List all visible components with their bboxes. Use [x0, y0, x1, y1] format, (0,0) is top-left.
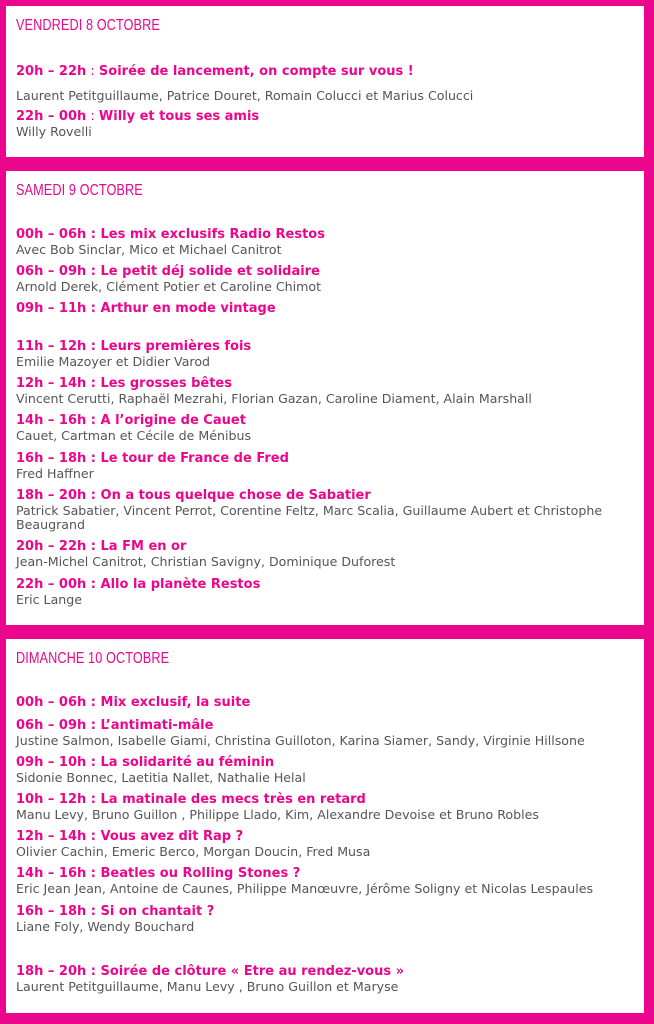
program-time: 06h – 09h: [16, 264, 87, 279]
program-heading: [16, 904, 640, 920]
program-hosts: Sidonie Bonnec, Laetitia Nallet, Nathalie Helal: [16, 770, 306, 785]
program-hosts: Arnold Derek, Clément Potier et Caroline Chimot: [16, 279, 322, 294]
program-heading: [16, 718, 640, 734]
program-title: Le petit déj solide et solidaire: [100, 264, 320, 279]
program-hosts: Olivier Cachin, Emeric Berco, Morgan Doucin, Fred Musa: [16, 844, 371, 859]
separator: :: [86, 339, 101, 354]
program-title: L’antimati-mâle: [100, 718, 214, 733]
separator: :: [86, 866, 101, 881]
program-item: [16, 829, 640, 859]
program-item: [16, 718, 640, 748]
day-card-saturday: [6, 171, 644, 625]
program-time: 20h – 22h: [16, 539, 87, 554]
program-hosts: Eric Jean Jean, Antoine de Caunes, Philippe Manœuvre, Jérôme Soligny et Nicolas Lespaules: [16, 881, 594, 896]
program-item: [16, 755, 640, 785]
program-time: 09h – 11h: [16, 301, 87, 316]
program-heading: [16, 539, 640, 555]
program-heading: [16, 64, 640, 80]
separator: :: [86, 577, 101, 592]
program-title: Beatles ou Rolling Stones ?: [100, 866, 301, 881]
program-title: Soirée de clôture « Etre au rendez-vous »: [100, 964, 405, 979]
separator: :: [86, 488, 101, 503]
day-title: DIMANCHE 10 OCTOBRE: [16, 650, 170, 667]
program-time: 18h – 20h: [16, 964, 87, 979]
program-time: 10h – 12h: [16, 792, 87, 807]
program-hosts: Vincent Cerutti, Raphaël Mezrahi, Florian Gazan, Caroline Diament, Alain Marshall: [16, 391, 532, 406]
program-hosts: Manu Levy, Bruno Guillon , Philippe Llado, Kim, Alexandre Devoise et Bruno Robles: [16, 807, 539, 822]
program-title: Willy et tous ses amis: [98, 109, 260, 124]
program-title: Le tour de France de Fred: [100, 451, 289, 466]
program-hosts: Jean-Michel Canitrot, Christian Savigny, Dominique Duforest: [16, 554, 396, 569]
separator: :: [86, 109, 99, 124]
program-time: 00h – 06h: [16, 695, 87, 710]
program-time: 11h – 12h: [16, 339, 87, 354]
program-heading: [16, 577, 640, 593]
program-item: [16, 964, 640, 994]
program-title: On a tous quelque chose de Sabatier: [100, 488, 371, 503]
separator: :: [86, 904, 101, 919]
program-item: [16, 539, 640, 569]
program-heading: [16, 339, 640, 355]
program-item: [16, 64, 640, 103]
program-hosts: Avec Bob Sinclar, Mico et Michael Canitrot: [16, 242, 282, 257]
program-item: [16, 376, 640, 406]
program-time: 12h – 14h: [16, 829, 87, 844]
program-title: La solidarité au féminin: [100, 755, 275, 770]
day-card-sunday: [6, 639, 644, 1013]
program-item: [16, 792, 640, 822]
program-title: Allo la planète Restos: [100, 577, 261, 592]
program-time: 20h – 22h: [16, 64, 87, 79]
program-time: 14h – 16h: [16, 866, 87, 881]
program-item: [16, 488, 640, 532]
program-title: Soirée de lancement, on compte sur vous !: [98, 64, 414, 79]
program-title: La matinale des mecs très en retard: [100, 792, 366, 807]
separator: :: [86, 755, 101, 770]
program-heading: [16, 301, 640, 317]
program-hosts: Cauet, Cartman et Cécile de Ménibus: [16, 428, 252, 443]
separator: :: [86, 539, 101, 554]
program-item: [16, 264, 640, 294]
program-hosts: Willy Rovelli: [16, 124, 92, 139]
program-title: Arthur en mode vintage: [100, 301, 276, 316]
program-time: 00h – 06h: [16, 227, 87, 242]
separator: :: [86, 413, 101, 428]
program-hosts: Patrick Sabatier, Vincent Perrot, Corentine Feltz, Marc Scalia, Guillaume Aubert et Christophe: [16, 503, 603, 518]
program-hosts: Fred Haffner: [16, 466, 94, 481]
day-title: SAMEDI 9 OCTOBRE: [16, 182, 143, 199]
separator: :: [86, 964, 101, 979]
program-item: [16, 866, 640, 896]
program-hosts: Liane Foly, Wendy Bouchard: [16, 919, 195, 934]
separator: :: [86, 376, 101, 391]
program-item: [16, 301, 640, 317]
program-heading: [16, 376, 640, 392]
separator: :: [86, 301, 101, 316]
program-heading: [16, 866, 640, 882]
program-title: Les grosses bêtes: [100, 376, 232, 391]
program-title: Vous avez dit Rap ?: [100, 829, 244, 844]
separator: :: [86, 451, 101, 466]
program-title: Si on chantait ?: [100, 904, 215, 919]
program-title: A l’origine de Cauet: [100, 413, 246, 428]
separator: :: [86, 695, 101, 710]
program-heading: [16, 964, 640, 980]
separator: :: [86, 718, 101, 733]
program-time: 16h – 18h: [16, 451, 87, 466]
program-item: [16, 695, 640, 711]
program-time: 22h – 00h: [16, 577, 87, 592]
separator: :: [86, 227, 101, 242]
separator: :: [86, 792, 101, 807]
program-heading: [16, 792, 640, 808]
program-time: 12h – 14h: [16, 376, 87, 391]
separator: :: [86, 64, 99, 79]
program-heading: [16, 227, 640, 243]
program-heading: [16, 451, 640, 467]
program-heading: [16, 413, 640, 429]
program-heading: [16, 264, 640, 280]
day-card-friday: [6, 6, 644, 157]
program-item: [16, 904, 640, 934]
program-item: [16, 109, 640, 139]
program-hosts: Emilie Mazoyer et Didier Varod: [16, 354, 211, 369]
program-hosts: Laurent Petitguillaume, Manu Levy , Bruno Guillon et Maryse: [16, 979, 399, 994]
program-heading: [16, 829, 640, 845]
program-item: [16, 451, 640, 481]
program-item: [16, 227, 640, 257]
program-time: 16h – 18h: [16, 904, 87, 919]
program-title: La FM en or: [100, 539, 187, 554]
program-item: [16, 577, 640, 607]
separator: :: [86, 829, 101, 844]
program-heading: [16, 755, 640, 771]
program-heading: [16, 695, 640, 711]
day-title: VENDREDI 8 OCTOBRE: [16, 17, 160, 34]
program-hosts: Eric Lange: [16, 592, 83, 607]
program-title: Leurs premières fois: [100, 339, 252, 354]
program-time: 06h – 09h: [16, 718, 87, 733]
program-time: 22h – 00h: [16, 109, 87, 124]
program-item: [16, 339, 640, 369]
program-heading: [16, 488, 640, 504]
program-heading: [16, 109, 640, 125]
separator: :: [86, 264, 101, 279]
program-hosts-continued: Beaugrand: [16, 517, 85, 532]
program-title: Les mix exclusifs Radio Restos: [100, 227, 325, 242]
program-time: 14h – 16h: [16, 413, 87, 428]
program-hosts: Justine Salmon, Isabelle Giami, Christina Guilloton, Karina Siamer, Sandy, Virginie Hillsone: [16, 733, 585, 748]
program-title: Mix exclusif, la suite: [100, 695, 251, 710]
program-time: 09h – 10h: [16, 755, 87, 770]
program-item: [16, 413, 640, 443]
program-time: 18h – 20h: [16, 488, 87, 503]
program-hosts: Laurent Petitguillaume, Patrice Douret, Romain Colucci et Marius Colucci: [16, 88, 474, 103]
